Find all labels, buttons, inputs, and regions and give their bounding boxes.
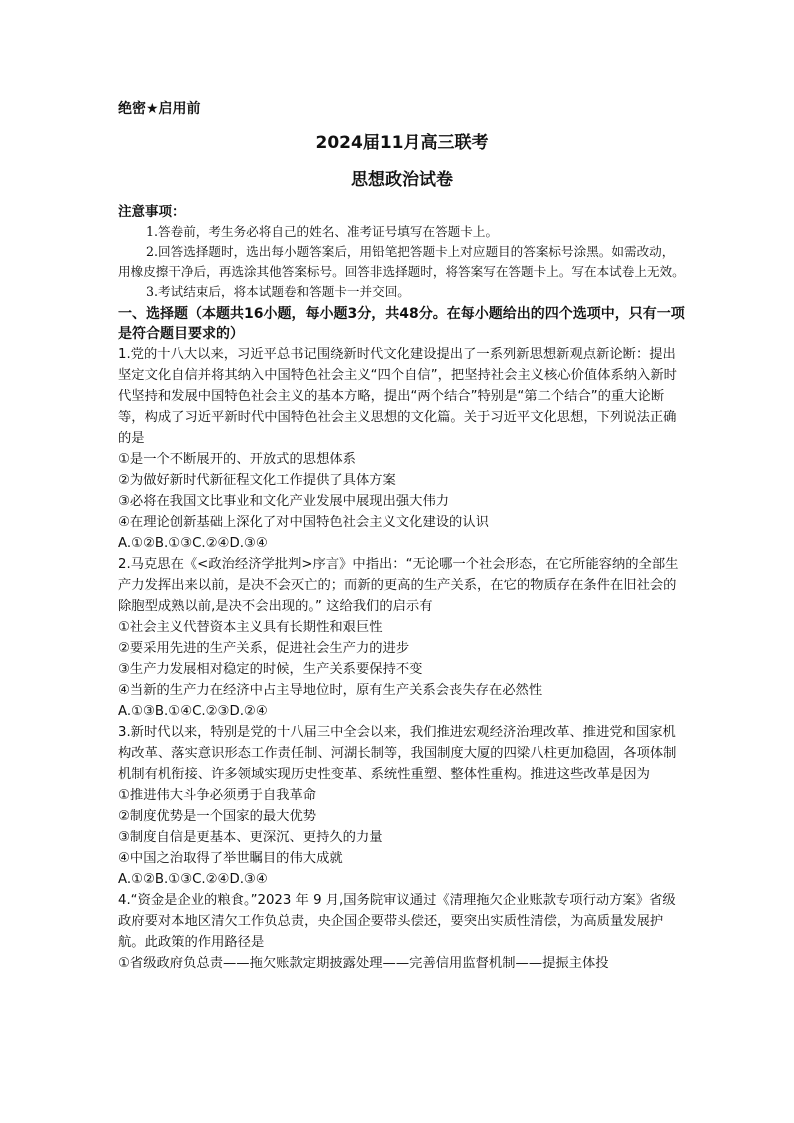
question-option: ②要采用先进的生产关系，促进社会生产力的进步 [118, 641, 410, 656]
notice-heading: 注意事项： [118, 204, 186, 220]
question-3 [118, 722, 686, 890]
question-option: ①社会主义代替资本主义具有长期性和艰巨性 [118, 620, 383, 635]
question-option: ④当新的生产力在经济中占主导地位时，原有生产关系会丧失存在必然性 [118, 683, 543, 698]
section-heading: 一、选择题（本题共16小题，每小题3分，共48分。在每小题给出的四个选项中，只有一项是符合题目要求的） [118, 306, 685, 342]
question-option: ①是一个不断展开的、开放式的思想体系 [118, 452, 356, 467]
question-2 [118, 554, 686, 722]
page-content [118, 98, 686, 974]
exam-title: 2024届11月高三联考 [315, 133, 489, 153]
question-stem: 4.“资金是企业的粮食。”2023 年 9 月,国务院审议通过《清理拖欠企业账款专项行动方案》省级政府要对本地区清欠工作负总责，央企国企要带头偿还，要突出实质性清偿，为高质量发展护航。此政策的作用路径是 [118, 893, 676, 950]
question-option: ③必将在我国文比事业和文化产业发展中展现出强大伟力 [118, 494, 450, 509]
confidential-mark: 绝密★启用前 [118, 101, 201, 117]
answer-choices: A.①③B.①④C.②③D.②④ [118, 704, 268, 719]
answer-choices: A.①②B.①③C.②④D.③④ [118, 536, 268, 551]
question-option: ④中国之治取得了举世瞩目的伟大成就 [118, 851, 343, 866]
question-4 [118, 890, 686, 974]
question-stem: 3.新时代以来，特别是党的十八届三中全会以来，我们推进宏观经济治理改革、推进党和国家机构改革、落实意识形态工作责任制、河湖长制等，我国制度大厦的四梁八柱更加稳固，各项体制机制有机衔接、许多领域实现历史性变革、系统性重塑、整体性重构。推进这些改革是因为 [118, 725, 677, 782]
question-stem: 1.党的十八大以来，习近平总书记围绕新时代文化建设提出了一系列新思想新观点新论断：提出坚定文化自信并将其纳入中国特色社会主义“四个自信”，把坚持社会主义核心价值体系纳入新时代坚持和发展中国特色社会主义的基本方略，提出“两个结合”特别是“第二个结合”的重大论断等，构成了习近平新时代中国特色社会主义思想的文化篇。关于习近平文化思想，下列说法正确的是 [118, 347, 677, 446]
notice-item: 1.答卷前，考生务必将自己的姓名、准考证号填写在答题卡上。 [146, 224, 499, 239]
exam-subtitle: 思想政治试卷 [351, 170, 453, 190]
question-stem: 2.马克思在《<政治经济学批判>序言》中指出：“无论哪一个社会形态，在它所能容纳的全部生产力发挥出来以前，是决不会灭亡的；而新的更高的生产关系，在它的物质存在条件在旧社会的除胞型成熟以前,是决不会出现的。” 这给我们的启示有 [118, 557, 679, 614]
question-option: ②制度优势是一个国家的最大优势 [118, 809, 317, 824]
notice-item: 3.考试结束后，将本试题卷和答题卡一并交回。 [146, 284, 410, 299]
question-option: ②为做好新时代新征程文化工作提供了具体方案 [118, 473, 396, 488]
question-option: ①推进伟大斗争必须勇于自我革命 [118, 788, 317, 803]
question-option: ④在理论创新基础上深化了对中国特色社会主义文化建设的认识 [118, 515, 489, 530]
notice-list [118, 222, 686, 302]
question-option: ①省级政府负总责——拖欠账款定期披露处理——完善信用监督机制——提振主体投 [118, 956, 609, 971]
answer-choices: A.①②B.①③C.②④D.③④ [118, 872, 268, 887]
question-1 [118, 344, 686, 554]
question-option: ③生产力发展相对稳定的时候，生产关系要保持不变 [118, 662, 423, 677]
notice-item: 2.回答选择题时，选出每小题答案后，用铅笔把答题卡上对应题目的答案标号涂黑。如需改动，用橡皮擦干净后，再选涂其他答案标号。回答非选择题时，将答案写在答题卡上。写在本试卷上无效。 [118, 244, 685, 279]
question-option: ③制度自信是更基本、更深沉、更持久的力量 [118, 830, 383, 845]
